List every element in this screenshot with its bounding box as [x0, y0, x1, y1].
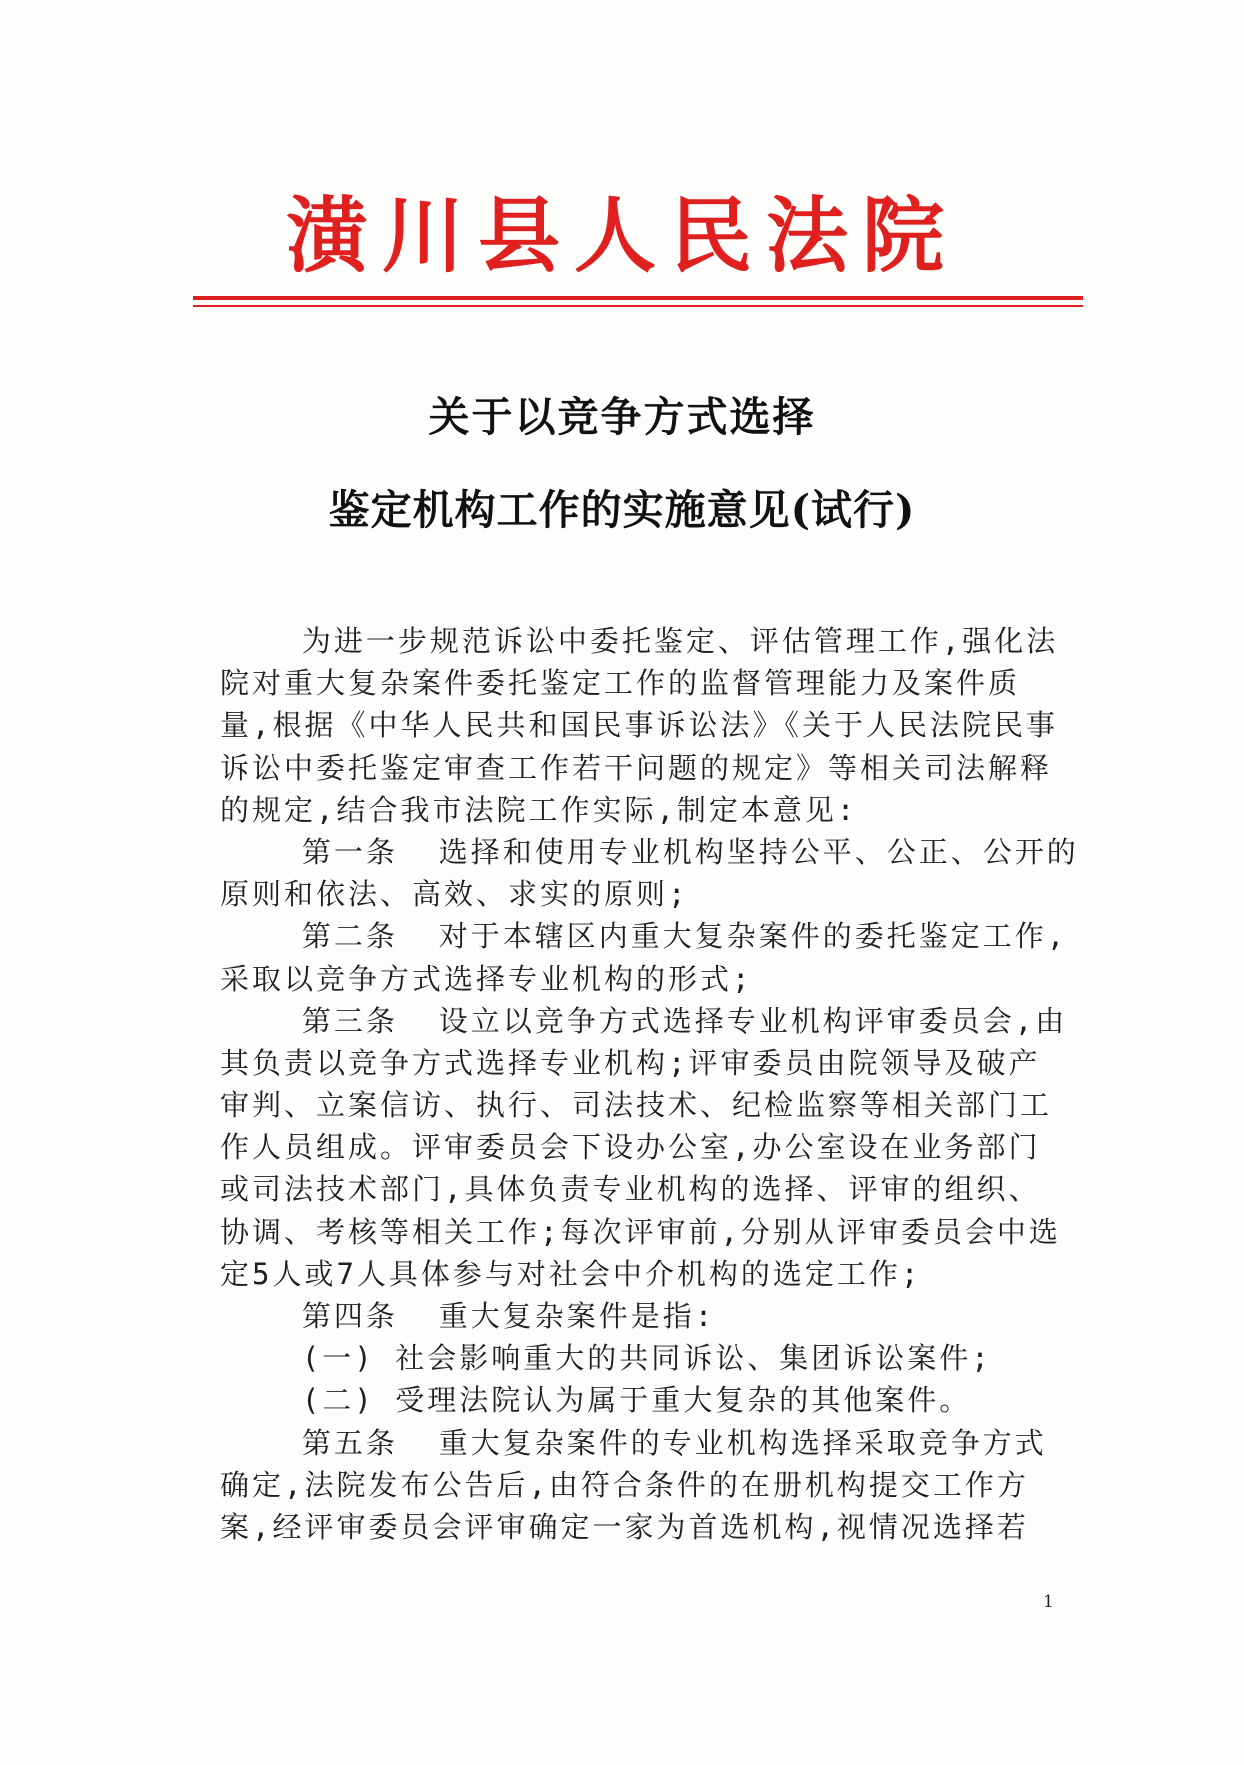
header-rule-thick	[193, 296, 1083, 300]
body-line: 采取以竞争方式选择专业机构的形式;	[220, 961, 753, 996]
body-line: 量,根据《中华人民共和国民事诉讼法》《关于人民法院民事	[220, 708, 1058, 743]
organization-header: 潢川县人民法院	[285, 188, 958, 284]
body-line: 第四条 重大复杂案件是指:	[220, 1299, 716, 1333]
body-line: 或司法技术部门,具体负责专业机构的选择、评审的组织、	[220, 1172, 1041, 1207]
body-line: 的规定,结合我市法院工作实际,制定本意见:	[220, 792, 858, 827]
body-line: 定5人或7人具体参与对社会中介机构的选定工作;	[220, 1256, 922, 1291]
body-line: (一) 社会影响重大的共同诉讼、集团诉讼案件;	[220, 1341, 992, 1376]
body-line: 第三条 设立以竞争方式选择专业机构评审委员会,由	[220, 1003, 1068, 1038]
document-title-line-2: 鉴定机构工作的实施意见(试行)	[328, 486, 916, 534]
body-line: 第一条 选择和使用专业机构坚持公平、公正、公开的	[220, 834, 1079, 869]
body-line: 其负责以竞争方式选择专业机构;评审委员由院领导及破产	[220, 1045, 1041, 1080]
body-line: 作人员组成。评审委员会下设办公室,办公室设在业务部门	[220, 1130, 1041, 1165]
body-line: 审判、立案信访、执行、司法技术、纪检监察等相关部门工	[220, 1088, 1053, 1123]
body-line: 院对重大复杂案件委托鉴定工作的监督管理能力及案件质	[220, 666, 1021, 701]
page-number: 1	[1043, 1592, 1054, 1612]
body-line: 第二条 对于本辖区内重大复杂案件的委托鉴定工作,	[220, 919, 1068, 954]
header-rule-thin	[193, 305, 1083, 307]
body-line: 案,经评审委员会评审确定一家为首选机构,视情况选择若	[220, 1509, 1029, 1544]
body-line: 原则和依法、高效、求实的原则;	[220, 877, 689, 912]
body-line: 协调、考核等相关工作;每次评审前,分别从评审委员会中选	[220, 1214, 1061, 1249]
body-line: (二) 受理法院认为属于重大复杂的其他案件。	[220, 1383, 972, 1418]
body-line: 诉讼中委托鉴定审查工作若干问题的规定》等相关司法解释	[220, 750, 1053, 785]
body-line: 第五条 重大复杂案件的专业机构选择采取竞争方式	[220, 1425, 1047, 1460]
document-body	[220, 620, 1079, 1548]
document-title-line-1: 关于以竞争方式选择	[428, 393, 816, 441]
body-line: 确定,法院发布公告后,由符合条件的在册机构提交工作方	[220, 1467, 1029, 1502]
body-line: 为进一步规范诉讼中委托鉴定、评估管理工作,强化法	[220, 624, 1059, 658]
